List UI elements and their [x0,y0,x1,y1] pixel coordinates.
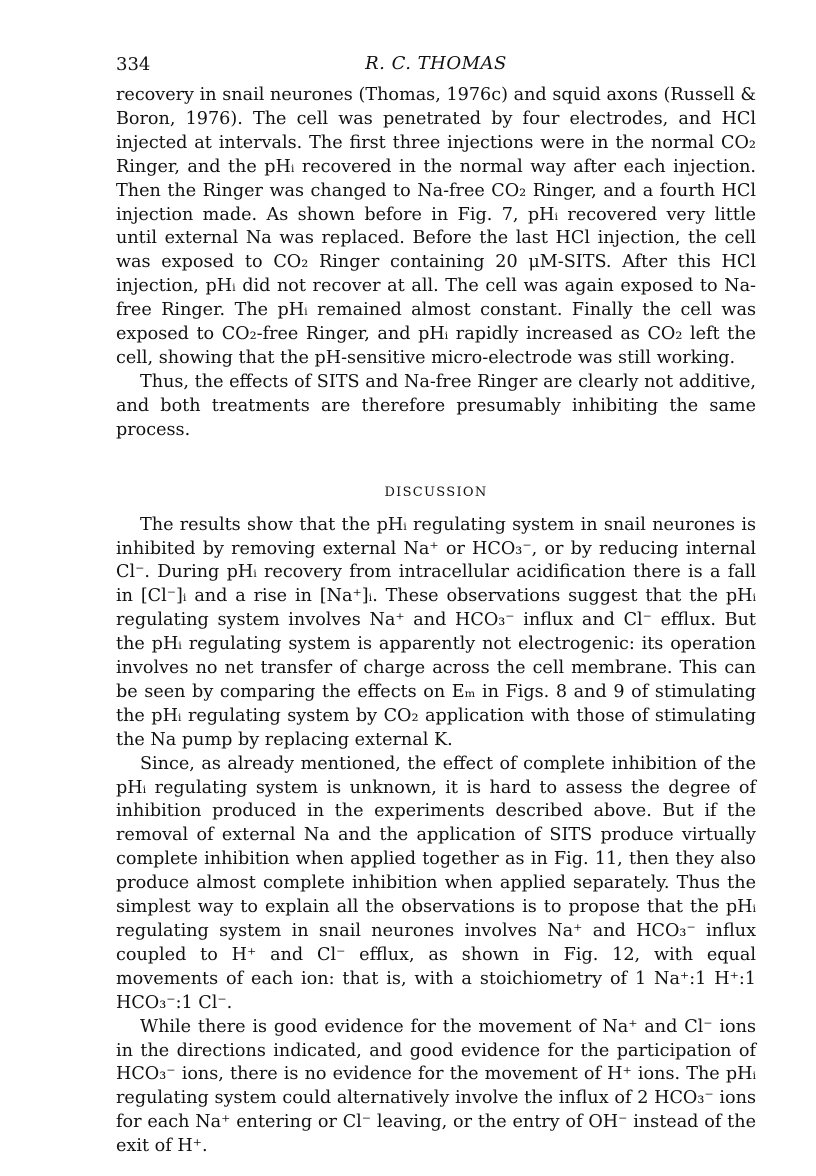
section-heading-discussion: DISCUSSION [384,484,488,500]
paragraph-discussion-1: The results show that the pHᵢ regulating system in snail neurones is inhibited by removing external Na⁺ or HCO₃⁻, or by reducing internal Cl⁻. During pHᵢ recovery from intracellular acidification there is a fall in [Cl⁻]ᵢ and a rise in [Na⁺]ᵢ. These observations suggest that the pHᵢ regulating system involves Na⁺ and HCO₃⁻ influx and Cl⁻ efflux. But the pHᵢ regulating system is apparently not electrogenic: its operation involves no net transfer of charge across the cell membrane. This can be seen by comparing the effects on Eₘ in Figs. 8 and 9 of stimulating the pHᵢ regulating system by CO₂ application with those of stimulating the Na pump by replacing external K. [116,514,756,750]
running-title: R. C. THOMAS [365,53,507,74]
journal-page [116,50,756,1159]
running-header [116,50,756,84]
paragraph-sits-conclusion: Thus, the effects of SITS and Na-free Ringer are clearly not additive, and both treatments are therefore presumably inhibiting the same process. [116,371,756,440]
paragraph-results-continued: recovery in snail neurones (Thomas, 1976c) and squid axons (Russell & Boron, 1976). The cell was penetrated by four electrodes, and HCl injected at intervals. The first three injections were in the normal CO₂ Ringer, and the pHᵢ recovered in the normal way after each injection. Then the Ringer was changed to Na-free CO₂ Ringer, and a fourth HCl injection made. As shown before in Fig. 7, pHᵢ recovered very little until external Na was replaced. Before the last HCl injection, the cell was exposed to CO₂ Ringer containing 20 μM-SITS. After this HCl injection, pHᵢ did not recover at all. The cell was again exposed to Na-free Ringer. The pHᵢ remained almost constant. Finally the cell was exposed to CO₂-free Ringer, and pHᵢ rapidly increased as CO₂ left the cell, showing that the pH-sensitive micro-electrode was still working. [116,85,756,368]
page-number: 334 [116,54,151,75]
paragraph-discussion-2: Since, as already mentioned, the effect of complete inhibition of the pHᵢ regulating system is unknown, it is hard to assess the degree of inhibition produced in the experiments described above. But if the removal of external Na and the application of SITS produce virtually complete inhibition when applied together as in Fig. 11, then they also produce almost complete inhibition when applied separately. Thus the simplest way to explain all the observations is to propose that the pHᵢ regulating system in snail neurones involves Na⁺ and HCO₃⁻ influx coupled to H⁺ and Cl⁻ efflux, as shown in Fig. 12, with equal movements of each ion: that is, with a stoichiometry of 1 Na⁺:1 H⁺:1 HCO₃⁻:1 Cl⁻. [116,753,756,1013]
paragraph-discussion-3: While there is good evidence for the movement of Na⁺ and Cl⁻ ions in the directions indicated, and good evidence for the participation of HCO₃⁻ ions, there is no evidence for the movement of H⁺ ions. The pHᵢ regulating system could alternatively involve the influx of 2 HCO₃⁻ ions for each Na⁺ entering or Cl⁻ leaving, or the entry of OH⁻ instead of the exit of H⁺. [116,1016,756,1157]
